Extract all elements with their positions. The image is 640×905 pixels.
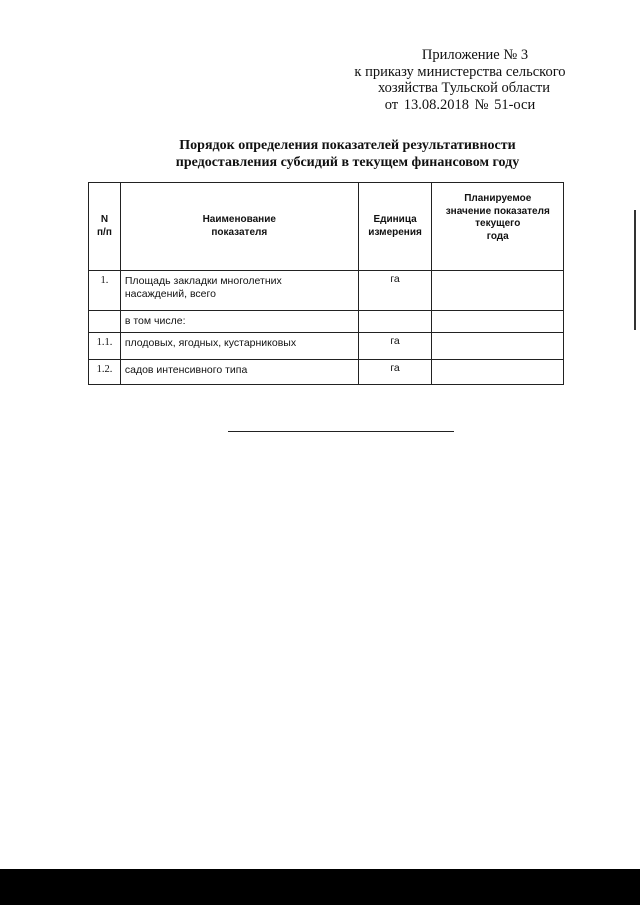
closing-rule — [228, 431, 454, 432]
row-number — [89, 311, 121, 333]
row-planned-value — [432, 271, 564, 311]
header-number: N п/п — [89, 183, 121, 271]
table-header-row — [89, 183, 564, 271]
header-unit: Единица измерения — [358, 183, 432, 271]
order-date-number: от 13.08.2018 № 51-оси — [384, 96, 536, 113]
row-planned-value — [432, 333, 564, 360]
scan-edge-mark — [634, 210, 636, 330]
row-number: 1. — [89, 271, 121, 311]
indicators-table — [88, 182, 564, 385]
title-line-2: предоставления субсидий в текущем финансовом году — [175, 154, 520, 170]
ministry-name: хозяйства Тульской области — [377, 80, 551, 96]
table-row — [89, 333, 564, 360]
title-line-1: Порядок определения показателей результативности — [179, 138, 516, 153]
row-number: 1.1. — [89, 333, 121, 360]
row-number: 1.2. — [89, 360, 121, 385]
table-row — [89, 271, 564, 311]
row-indicator-name: Площадь закладки многолетних насаждений, всего — [120, 271, 358, 311]
order-reference: к приказу министерства сельского — [354, 63, 566, 80]
row-planned-value — [432, 311, 564, 333]
row-indicator-name: садов интенсивного типа — [120, 360, 358, 385]
appendix-number: Приложение № 3 — [421, 47, 529, 63]
row-indicator-name: плодовых, ягодных, кустарниковых — [120, 333, 358, 360]
row-unit — [358, 311, 432, 333]
appendix-header — [330, 47, 590, 113]
row-planned-value — [432, 360, 564, 385]
table-row — [89, 311, 564, 333]
row-unit: га — [358, 333, 432, 360]
row-unit: га — [358, 271, 432, 311]
scan-bottom-border — [0, 869, 640, 905]
header-planned-value: Планируемое значение показателя текущего года — [432, 183, 564, 271]
row-unit: га — [358, 360, 432, 385]
document-title — [110, 138, 585, 171]
table-row — [89, 360, 564, 385]
row-indicator-name: в том числе: — [120, 311, 358, 333]
header-indicator-name: Наименование показателя — [120, 183, 358, 271]
